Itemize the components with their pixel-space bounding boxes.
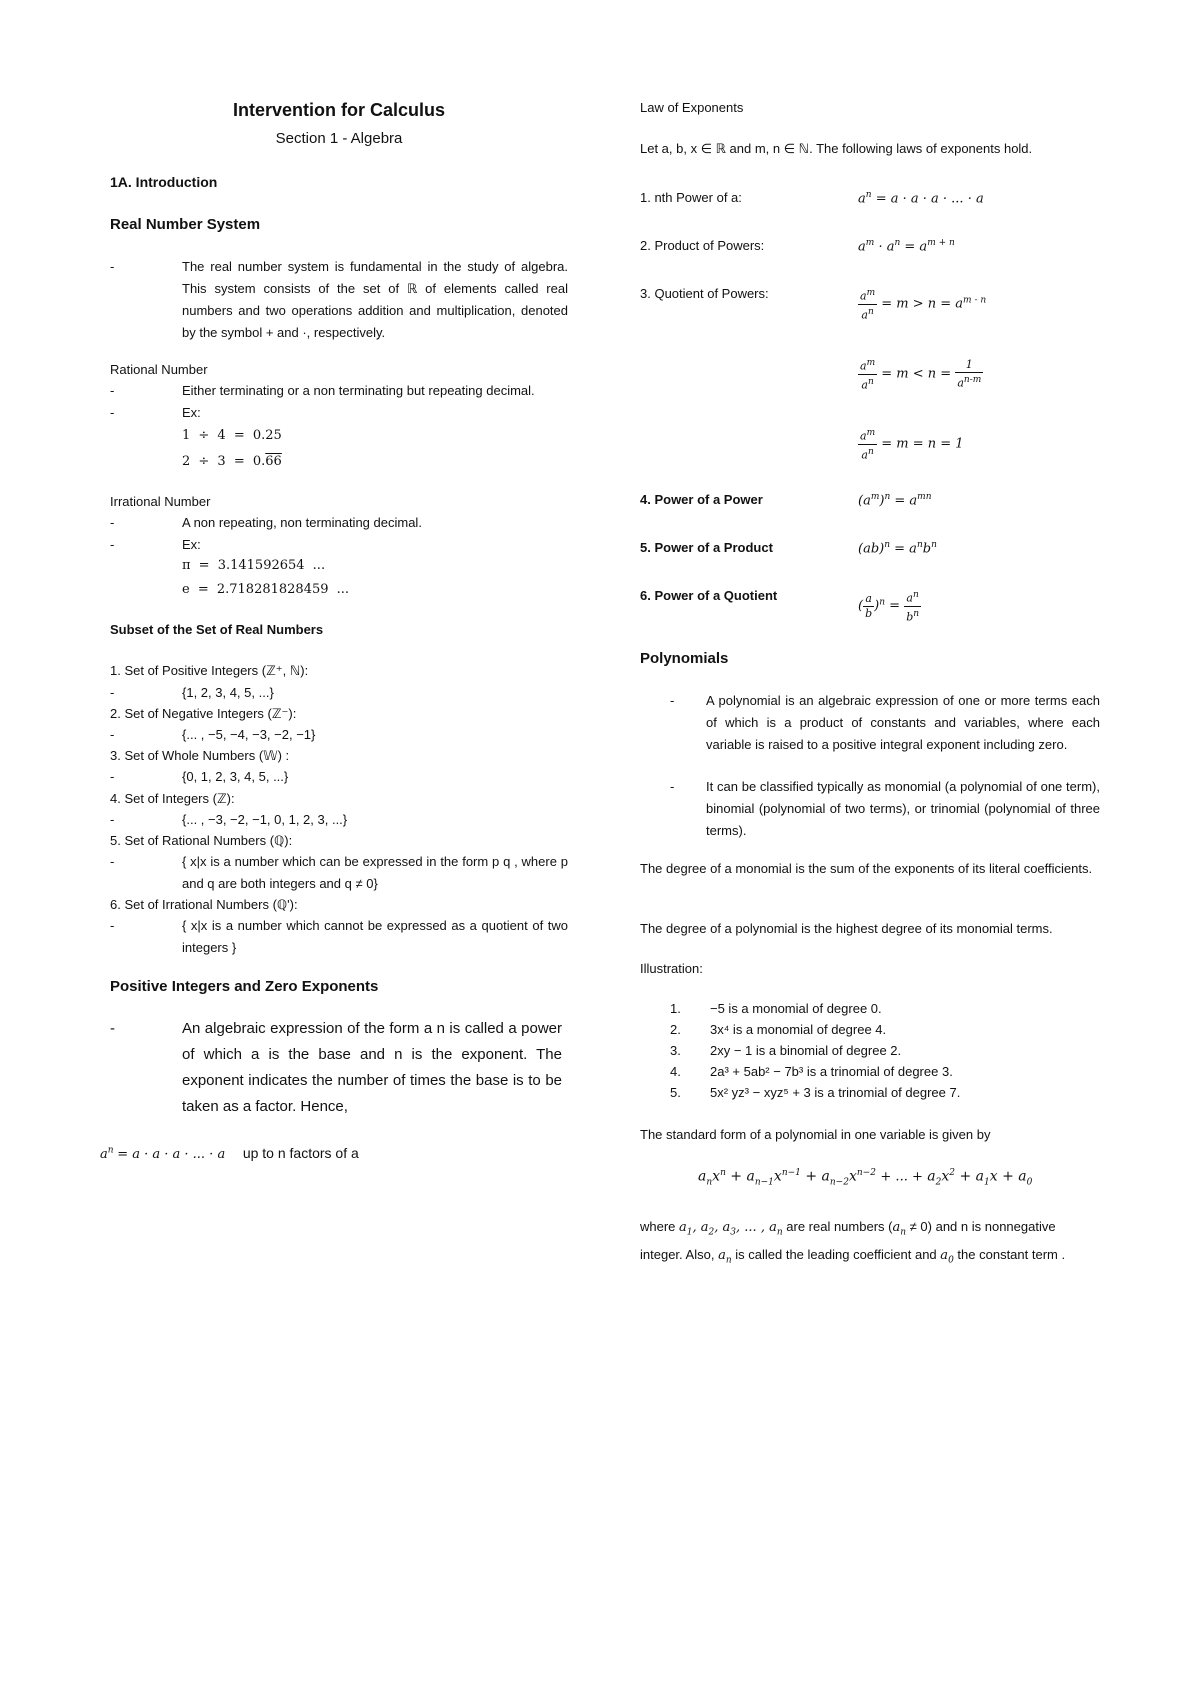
real-number-system-heading: Real Number System bbox=[110, 216, 261, 233]
subset-4-label: 4. Set of Integers (ℤ): bbox=[110, 791, 235, 806]
subset-5-label: 5. Set of Rational Numbers (ℚ): bbox=[110, 833, 293, 848]
irrational-heading: Irrational Number bbox=[110, 494, 211, 509]
rational-example-1: 1 ÷ 4 = 0.25 bbox=[182, 428, 282, 443]
rational-heading: Rational Number bbox=[110, 362, 208, 377]
subset-6-label: 6. Set of Irrational Numbers (ℚ'): bbox=[110, 897, 298, 912]
illustration-heading: Illustration: bbox=[640, 961, 703, 976]
where-line-1: where $a_1$, $a_2$, $a_3$, ... , $a_n$ are real numbers $(a_n \ne 0)$ and n is nonnegative bbox=[640, 1219, 1056, 1238]
subset-2-label: 2. Set of Negative Integers (ℤ⁻): bbox=[110, 706, 297, 721]
real-number-text: The real number system is fundamental in the study of algebra. This system consists of the set of ℝ of elements called real numbers and two operations addition and multiplication, denoted by the symbol + and ·, respectively. bbox=[182, 259, 568, 340]
law-heading: Law of Exponents bbox=[640, 100, 744, 115]
law-1: 1. nth Power of a: $a^n = a \cdot a \cdot a$ · ... · a bbox=[640, 190, 984, 207]
degree-polynomial: The degree of a polynomial is the highest degree of its monomial terms. bbox=[640, 921, 1053, 936]
subset-1-label: 1. Set of Positive Integers (ℤ⁺, ℕ): bbox=[110, 663, 309, 678]
standard-form-intro: The standard form of a polynomial in one variable is given by bbox=[640, 1127, 991, 1142]
law-2: 2. Product of Powers: $a^m \cdot a^n = a^{m + n}$ bbox=[640, 238, 955, 255]
subset-3-label: 3. Set of Whole Numbers (𝕎) : bbox=[110, 748, 290, 763]
polynomials-heading: Polynomials bbox=[640, 650, 729, 667]
page-title: Intervention for Calculus bbox=[232, 100, 446, 120]
exponent-formula: $a^n = a \cdot a \cdot a$ · ... · a up to n factors of a bbox=[100, 1145, 359, 1162]
law-6: 6. Power of a Quotient ( $\frac{a}{b}$ )$^n$ = $\frac{a^n}{b^n}$ bbox=[640, 588, 920, 624]
subset-heading: Subset of the Set of Real Numbers bbox=[110, 622, 324, 637]
exponents-heading: Positive Integers and Zero Exponents bbox=[110, 978, 379, 995]
page-subtitle: Section 1 - Algebra bbox=[275, 130, 403, 147]
standard-form-formula: $a_nx^n + a_{n-1}x^{n-1} + a_{n-2}x^{n-2}$ + ... + $a_2x^2 + a_1x + a_0$ bbox=[698, 1168, 1033, 1188]
intro-heading: 1A. Introduction bbox=[110, 174, 218, 190]
law-5: 5. Power of a Product $(ab)^n = a^nb^n$ bbox=[640, 540, 937, 557]
document-page: Intervention for Calculus Section 1 - Algebra 1A. Introduction Real Number System - The real number system is fundamental in the study of algebra. This system consists of the set of ℝ of elements called real numbers and two operations addition and multiplication, denoted by the symbol + and ·, respectively. Rational Number - Either terminating or a non terminating but repeating decimal. - Ex: 1 ÷ 4 = 0.25 2 ÷ 3 = 0.66 Irrational Number - A non repeating, non terminating decimal. - Ex: π = 3.141592654 ... e = 2.718281828459 ... Subset of the Set of Real Numbers 1. Set of Positive Integers (ℤ⁺, ℕ): - {1, 2, 3, 4, 5, ...} 2. Set of Negative Integers (ℤ⁻): - {... , −5, −4, −3, −2, −1} 3. Set of Whole Numbers (𝕎) : - {0, 1, 2, 3, 4, 5, ...} 4. Set of Integers (ℤ): - {... , −3, −2, −1, 0, 1, 2, 3, ...} 5. Set of Rational Numbers (ℚ): - { x|x is a number which can be expressed in the form p q , where p and q are both integers and q ≠ 0} 6. Set of Irrational Numbers (ℚ'): - { x|x is a number which cannot be expressed as a quotient of two integers } Positive Integers and Zero Exponents - An algebraic expression of the form a n is called a power of which a is the base and n is the exponent. The exponent indicates the number of times the base is to be taken as a factor. Hence, $a^n = a \cdot a \cdot a$ · ... · a up to n factors of a Law of Exponents Let a, b, x ∈ ℝ and m, n ∈ ℕ. The following laws of exponents hold. 1. nth Power of a: $a^n = a \cdot a \cdot a$ · ... · a 2. Product of Powers: $a^m \cdot a^n = a^{m + n}$ 3. Quotient of Powers: $\frac{a^m}{a^n}$ = $m > n = a^{m - n}$ $\frac{a^m}{a^n}$ = m < n = $\frac{1}{a^{n-m}}$ $\frac{a^m}{a^n}$ = m = n = 1 4. Power of a Power $(a^m)^n = a^{mn}$ 5. Power of a Product $(ab)^n = a^nb^n$ 6. Power of a Quotient ( $\frac{a}{b}$ )$^n$ = $\frac{a^n}{b^n}$ Polynomials - A polynomial is an algebraic expression of one or more terms each of which is a product of constants and variables, where each variable is raised to a positive integral exponent including zero. - It can be classified typically as monomial (a polynomial of one term), binomial (polynomial of two terms), or trinomial (polynomial of three terms). The degree of a monomial is the sum of the exponents of its literal coefficients. The degree of a polynomial is the highest degree of its monomial terms. Illustration: 1. −5 is a monomial of degree 0. 2. 3x⁴ is a monomial of degree 4. 3. 2xy − 1 is a binomial of degree 2. 4. 2a³ + 5ab² − 7b³ is a trinomial of degree 3. 5. 5x² yz³ − xyz⁵ + 3 is a trinomial of degree 7. The standard form of a polynomial in one variable is given by $a_nx^n + a_{n-1}x^{n-1} + a_{n-2}x^{n-2}$ + ... + $a_2x^2 + a_1x + a_0$ where $a_1$, $a_2$, $a_3$, ... , $a_n$ are real numbers $(a_n \ne 0)$ and n is nonnegative integer. Also, $a_n$ is called the leading coefficient and $a_0$ the constant term . bbox=[0, 0, 1200, 1694]
irrational-example-2: e = 2.718281828459 ... bbox=[182, 582, 350, 597]
where-line-2: integer. Also, $a_n$ is called the leading coefficient and $a_0$ the constant term . bbox=[640, 1247, 1066, 1266]
law-3b: $\frac{a^m}{a^n}$ = m < n = $\frac{1}{a^{n-m}}$ bbox=[860, 357, 982, 392]
law-3c: $\frac{a^m}{a^n}$ = m = n = 1 bbox=[860, 428, 964, 462]
law-3: 3. Quotient of Powers: $\frac{a^m}{a^n}$ = $m > n = a^{m - n}$ bbox=[640, 286, 987, 322]
rational-example-2: 2 ÷ 3 = 0.66 bbox=[182, 454, 282, 469]
irrational-example-1: π = 3.141592654 ... bbox=[182, 558, 326, 573]
law-4: 4. Power of a Power $(a^m)^n = a^{mn}$ bbox=[640, 492, 932, 509]
degree-monomial: The degree of a monomial is the sum of the exponents of its literal coefficients. bbox=[640, 861, 1093, 876]
real-number-bullet bbox=[110, 256, 568, 346]
bullet-dash: - bbox=[110, 259, 115, 274]
law-intro: Let a, b, x ∈ ℝ and m, n ∈ ℕ. The following laws of exponents hold. bbox=[640, 141, 1033, 156]
